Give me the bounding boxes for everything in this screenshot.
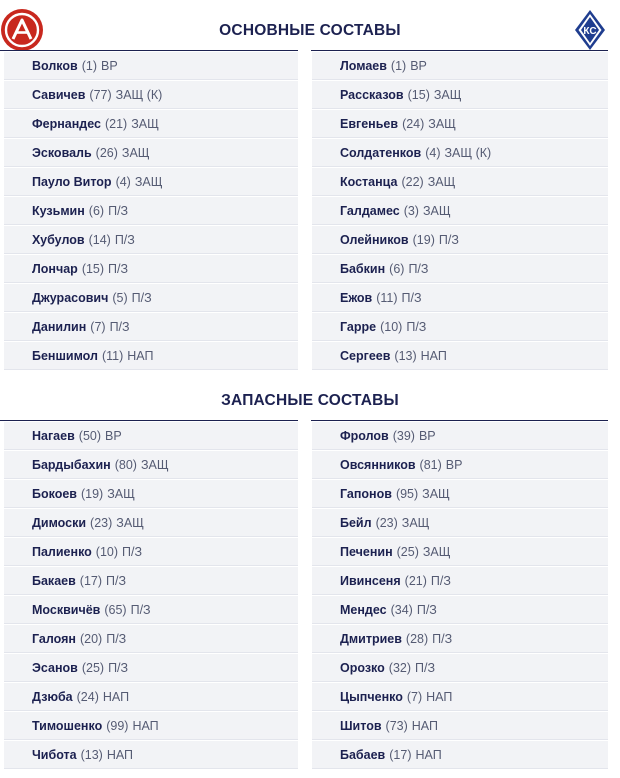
player-name: Бакаев xyxy=(32,573,76,588)
player-position: ВР xyxy=(410,58,427,73)
player-position: ЗАЩ xyxy=(140,457,169,472)
player-position: П/З xyxy=(415,660,436,675)
player-number: (7) xyxy=(406,689,423,704)
player-number: (20) xyxy=(79,631,103,646)
player-name: Бокоев xyxy=(32,486,77,501)
starting-away-player-row xyxy=(312,255,608,283)
player-number: (24) xyxy=(76,689,99,704)
subs-home-player-row xyxy=(4,451,298,479)
player-name: Эсковаль xyxy=(32,145,92,160)
player-position: ЗАЩ (К) xyxy=(115,87,163,102)
player-number: (17) xyxy=(79,573,103,588)
player-position: НАП xyxy=(415,747,442,762)
player-name: Солдатенков xyxy=(340,145,422,160)
player-number: (11) xyxy=(101,348,124,363)
player-name: Овсянников xyxy=(340,457,416,472)
player-number: (17) xyxy=(389,747,412,762)
player-position: НАП xyxy=(411,718,438,733)
player-position: ЗАЩ xyxy=(422,486,450,501)
player-name: Лончар xyxy=(32,261,78,276)
subs-away-player-row xyxy=(312,567,608,595)
player-position: НАП xyxy=(106,747,134,762)
player-number: (80) xyxy=(114,457,137,472)
starting-home-player-row xyxy=(4,197,298,225)
player-name: Дмитриев xyxy=(340,631,402,646)
player-position: П/З xyxy=(130,602,151,617)
player-name: Димоски xyxy=(32,515,87,530)
player-number: (24) xyxy=(402,116,425,131)
player-name: Костанца xyxy=(340,174,398,189)
player-name: Эсанов xyxy=(32,660,78,675)
player-number: (3) xyxy=(403,203,419,218)
player-position: П/З xyxy=(416,602,437,617)
player-name: Волков xyxy=(32,58,78,73)
player-number: (6) xyxy=(389,261,405,276)
starting-away-player-row xyxy=(312,226,608,254)
player-position: ЗАЩ xyxy=(422,203,451,218)
starting-away-player-row xyxy=(312,197,608,225)
subs-away-player-row xyxy=(312,509,608,537)
player-position: ЗАЩ (К) xyxy=(444,145,492,160)
subs-away-player-row xyxy=(312,422,608,450)
player-name: Савичев xyxy=(32,87,86,102)
player-number: (10) xyxy=(380,319,403,334)
subs-away-player-row xyxy=(312,625,608,653)
starting-rule-right xyxy=(311,50,608,51)
player-number: (13) xyxy=(80,747,103,762)
subs-rule-right xyxy=(311,420,608,421)
player-position: П/З xyxy=(109,319,130,334)
starting-home-player-row xyxy=(4,110,298,138)
player-number: (39) xyxy=(392,428,415,443)
starting-home-player-row xyxy=(4,284,298,312)
player-name: Ежов xyxy=(340,290,373,305)
player-name: Гарре xyxy=(340,319,377,334)
player-position: П/З xyxy=(408,261,429,276)
player-position: П/З xyxy=(122,544,143,559)
player-number: (21) xyxy=(104,116,128,131)
player-number: (6) xyxy=(88,203,105,218)
subs-home-player-row xyxy=(4,741,298,769)
player-name: Бабаев xyxy=(340,747,386,762)
player-number: (19) xyxy=(80,486,104,501)
starting-home-list xyxy=(4,52,298,371)
starting-home-player-row xyxy=(4,342,298,370)
player-position: П/З xyxy=(438,232,459,247)
player-position: НАП xyxy=(132,718,159,733)
subs-title: ЗАПАСНЫЕ СОСТАВЫ xyxy=(221,392,399,409)
player-name: Галоян xyxy=(32,631,76,646)
subs-away-player-row xyxy=(312,538,608,566)
player-position: ЗАЩ xyxy=(427,174,456,189)
starting-home-player-row xyxy=(4,226,298,254)
player-name: Данилин xyxy=(32,319,87,334)
player-number: (10) xyxy=(95,544,119,559)
starting-away-player-row xyxy=(312,313,608,341)
player-position: П/З xyxy=(401,290,422,305)
player-position: НАП xyxy=(127,348,154,363)
player-name: Кузьмин xyxy=(32,203,85,218)
svg-text:КС: КС xyxy=(583,26,597,37)
subs-home-player-row xyxy=(4,422,298,450)
subs-home-list xyxy=(4,422,298,770)
player-number: (22) xyxy=(401,174,424,189)
player-number: (1) xyxy=(81,58,97,73)
subs-away-player-row xyxy=(312,480,608,508)
player-name: Москвичёв xyxy=(32,602,101,617)
starting-home-player-row xyxy=(4,168,298,196)
player-position: НАП xyxy=(426,689,453,704)
player-position: ЗАЩ xyxy=(131,116,159,131)
player-number: (81) xyxy=(419,457,442,472)
player-position: ВР xyxy=(418,428,436,443)
subs-home-player-row xyxy=(4,567,298,595)
player-name: Ивинсеня xyxy=(340,573,401,588)
player-name: Тимошенко xyxy=(32,718,103,733)
player-number: (11) xyxy=(376,290,398,305)
starting-home-player-row xyxy=(4,81,298,109)
player-name: Ломаев xyxy=(340,58,387,73)
player-position: ЗАЩ xyxy=(134,174,163,189)
starting-away-player-row xyxy=(312,81,608,109)
player-number: (99) xyxy=(106,718,129,733)
player-number: (23) xyxy=(90,515,113,530)
subs-home-player-row xyxy=(4,480,298,508)
player-position: ЗАЩ xyxy=(116,515,144,530)
player-number: (15) xyxy=(81,261,105,276)
player-position: П/З xyxy=(106,631,127,646)
player-position: П/З xyxy=(108,261,129,276)
subs-away-player-row xyxy=(312,596,608,624)
player-number: (21) xyxy=(404,573,427,588)
player-name: Евгеньев xyxy=(340,116,399,131)
player-name: Гапонов xyxy=(340,486,392,501)
player-name: Рассказов xyxy=(340,87,404,102)
player-name: Фролов xyxy=(340,428,389,443)
player-position: П/З xyxy=(432,631,453,646)
starting-home-player-row xyxy=(4,52,298,80)
player-position: П/З xyxy=(430,573,451,588)
player-number: (19) xyxy=(412,232,435,247)
player-name: Цыпченко xyxy=(340,689,403,704)
subs-away-player-row xyxy=(312,741,608,769)
player-position: ВР xyxy=(445,457,463,472)
starting-away-player-row xyxy=(312,284,608,312)
player-name: Олейников xyxy=(340,232,409,247)
player-position: ЗАЩ xyxy=(422,544,451,559)
player-name: Печенин xyxy=(340,544,393,559)
player-position: П/З xyxy=(106,573,127,588)
subs-away-list xyxy=(312,422,608,770)
player-position: ВР xyxy=(105,428,122,443)
player-number: (4) xyxy=(425,145,441,160)
player-name: Бардыбахин xyxy=(32,457,111,472)
starting-away-player-row xyxy=(312,168,608,196)
player-name: Джурасович xyxy=(32,290,109,305)
player-position: ЗАЩ xyxy=(428,116,456,131)
player-name: Чибота xyxy=(32,747,77,762)
player-number: (23) xyxy=(375,515,398,530)
player-position: П/З xyxy=(114,232,135,247)
player-name: Нагаев xyxy=(32,428,75,443)
starting-title: ОСНОВНЫЕ СОСТАВЫ xyxy=(219,22,401,39)
starting-away-player-row xyxy=(312,110,608,138)
subs-away-player-row xyxy=(312,654,608,682)
player-position: ЗАЩ xyxy=(107,486,135,501)
player-number: (65) xyxy=(104,602,127,617)
player-position: П/З xyxy=(406,319,427,334)
player-name: Хубулов xyxy=(32,232,85,247)
player-number: (77) xyxy=(89,87,112,102)
player-number: (7) xyxy=(90,319,106,334)
player-number: (25) xyxy=(396,544,419,559)
player-number: (50) xyxy=(78,428,102,443)
subs-home-player-row xyxy=(4,625,298,653)
player-position: П/З xyxy=(108,660,129,675)
player-number: (73) xyxy=(385,718,408,733)
subs-away-player-row xyxy=(312,683,608,711)
starting-away-player-row xyxy=(312,52,608,80)
player-name: Беншимол xyxy=(32,348,98,363)
player-number: (1) xyxy=(390,58,407,73)
player-number: (28) xyxy=(405,631,429,646)
player-number: (14) xyxy=(88,232,111,247)
player-number: (4) xyxy=(115,174,131,189)
starting-rule-left xyxy=(0,50,298,51)
player-name: Галдамес xyxy=(340,203,400,218)
starting-home-player-row xyxy=(4,255,298,283)
subs-home-player-row xyxy=(4,654,298,682)
player-number: (25) xyxy=(81,660,105,675)
player-name: Пауло Витор xyxy=(32,174,112,189)
subs-home-player-row xyxy=(4,683,298,711)
player-position: ВР xyxy=(100,58,118,73)
starting-home-player-row xyxy=(4,313,298,341)
subs-away-player-row xyxy=(312,712,608,740)
player-number: (26) xyxy=(95,145,118,160)
player-number: (32) xyxy=(388,660,412,675)
player-name: Дзюба xyxy=(32,689,73,704)
player-name: Палиенко xyxy=(32,544,92,559)
player-number: (15) xyxy=(407,87,430,102)
subs-away-player-row xyxy=(312,451,608,479)
player-position: ЗАЩ xyxy=(433,87,462,102)
player-name: Фернандес xyxy=(32,116,101,131)
player-name: Бабкин xyxy=(340,261,386,276)
starting-away-player-row xyxy=(312,139,608,167)
starting-home-player-row xyxy=(4,139,298,167)
subs-home-player-row xyxy=(4,712,298,740)
player-number: (34) xyxy=(390,602,413,617)
subs-home-player-row xyxy=(4,596,298,624)
player-name: Бейл xyxy=(340,515,372,530)
player-name: Орозко xyxy=(340,660,385,675)
player-number: (95) xyxy=(395,486,419,501)
player-position: НАП xyxy=(102,689,130,704)
player-position: ЗАЩ xyxy=(121,145,150,160)
player-name: Шитов xyxy=(340,718,382,733)
player-position: ЗАЩ xyxy=(401,515,430,530)
subs-home-player-row xyxy=(4,509,298,537)
subs-rule-left xyxy=(0,420,298,421)
player-name: Сергеев xyxy=(340,348,391,363)
starting-away-player-row xyxy=(312,342,608,370)
starting-away-list xyxy=(312,52,608,371)
player-number: (13) xyxy=(394,348,417,363)
player-position: П/З xyxy=(108,203,129,218)
player-number: (5) xyxy=(112,290,128,305)
player-position: НАП xyxy=(420,348,447,363)
player-name: Мендес xyxy=(340,602,387,617)
player-position: П/З xyxy=(131,290,152,305)
subs-home-player-row xyxy=(4,538,298,566)
